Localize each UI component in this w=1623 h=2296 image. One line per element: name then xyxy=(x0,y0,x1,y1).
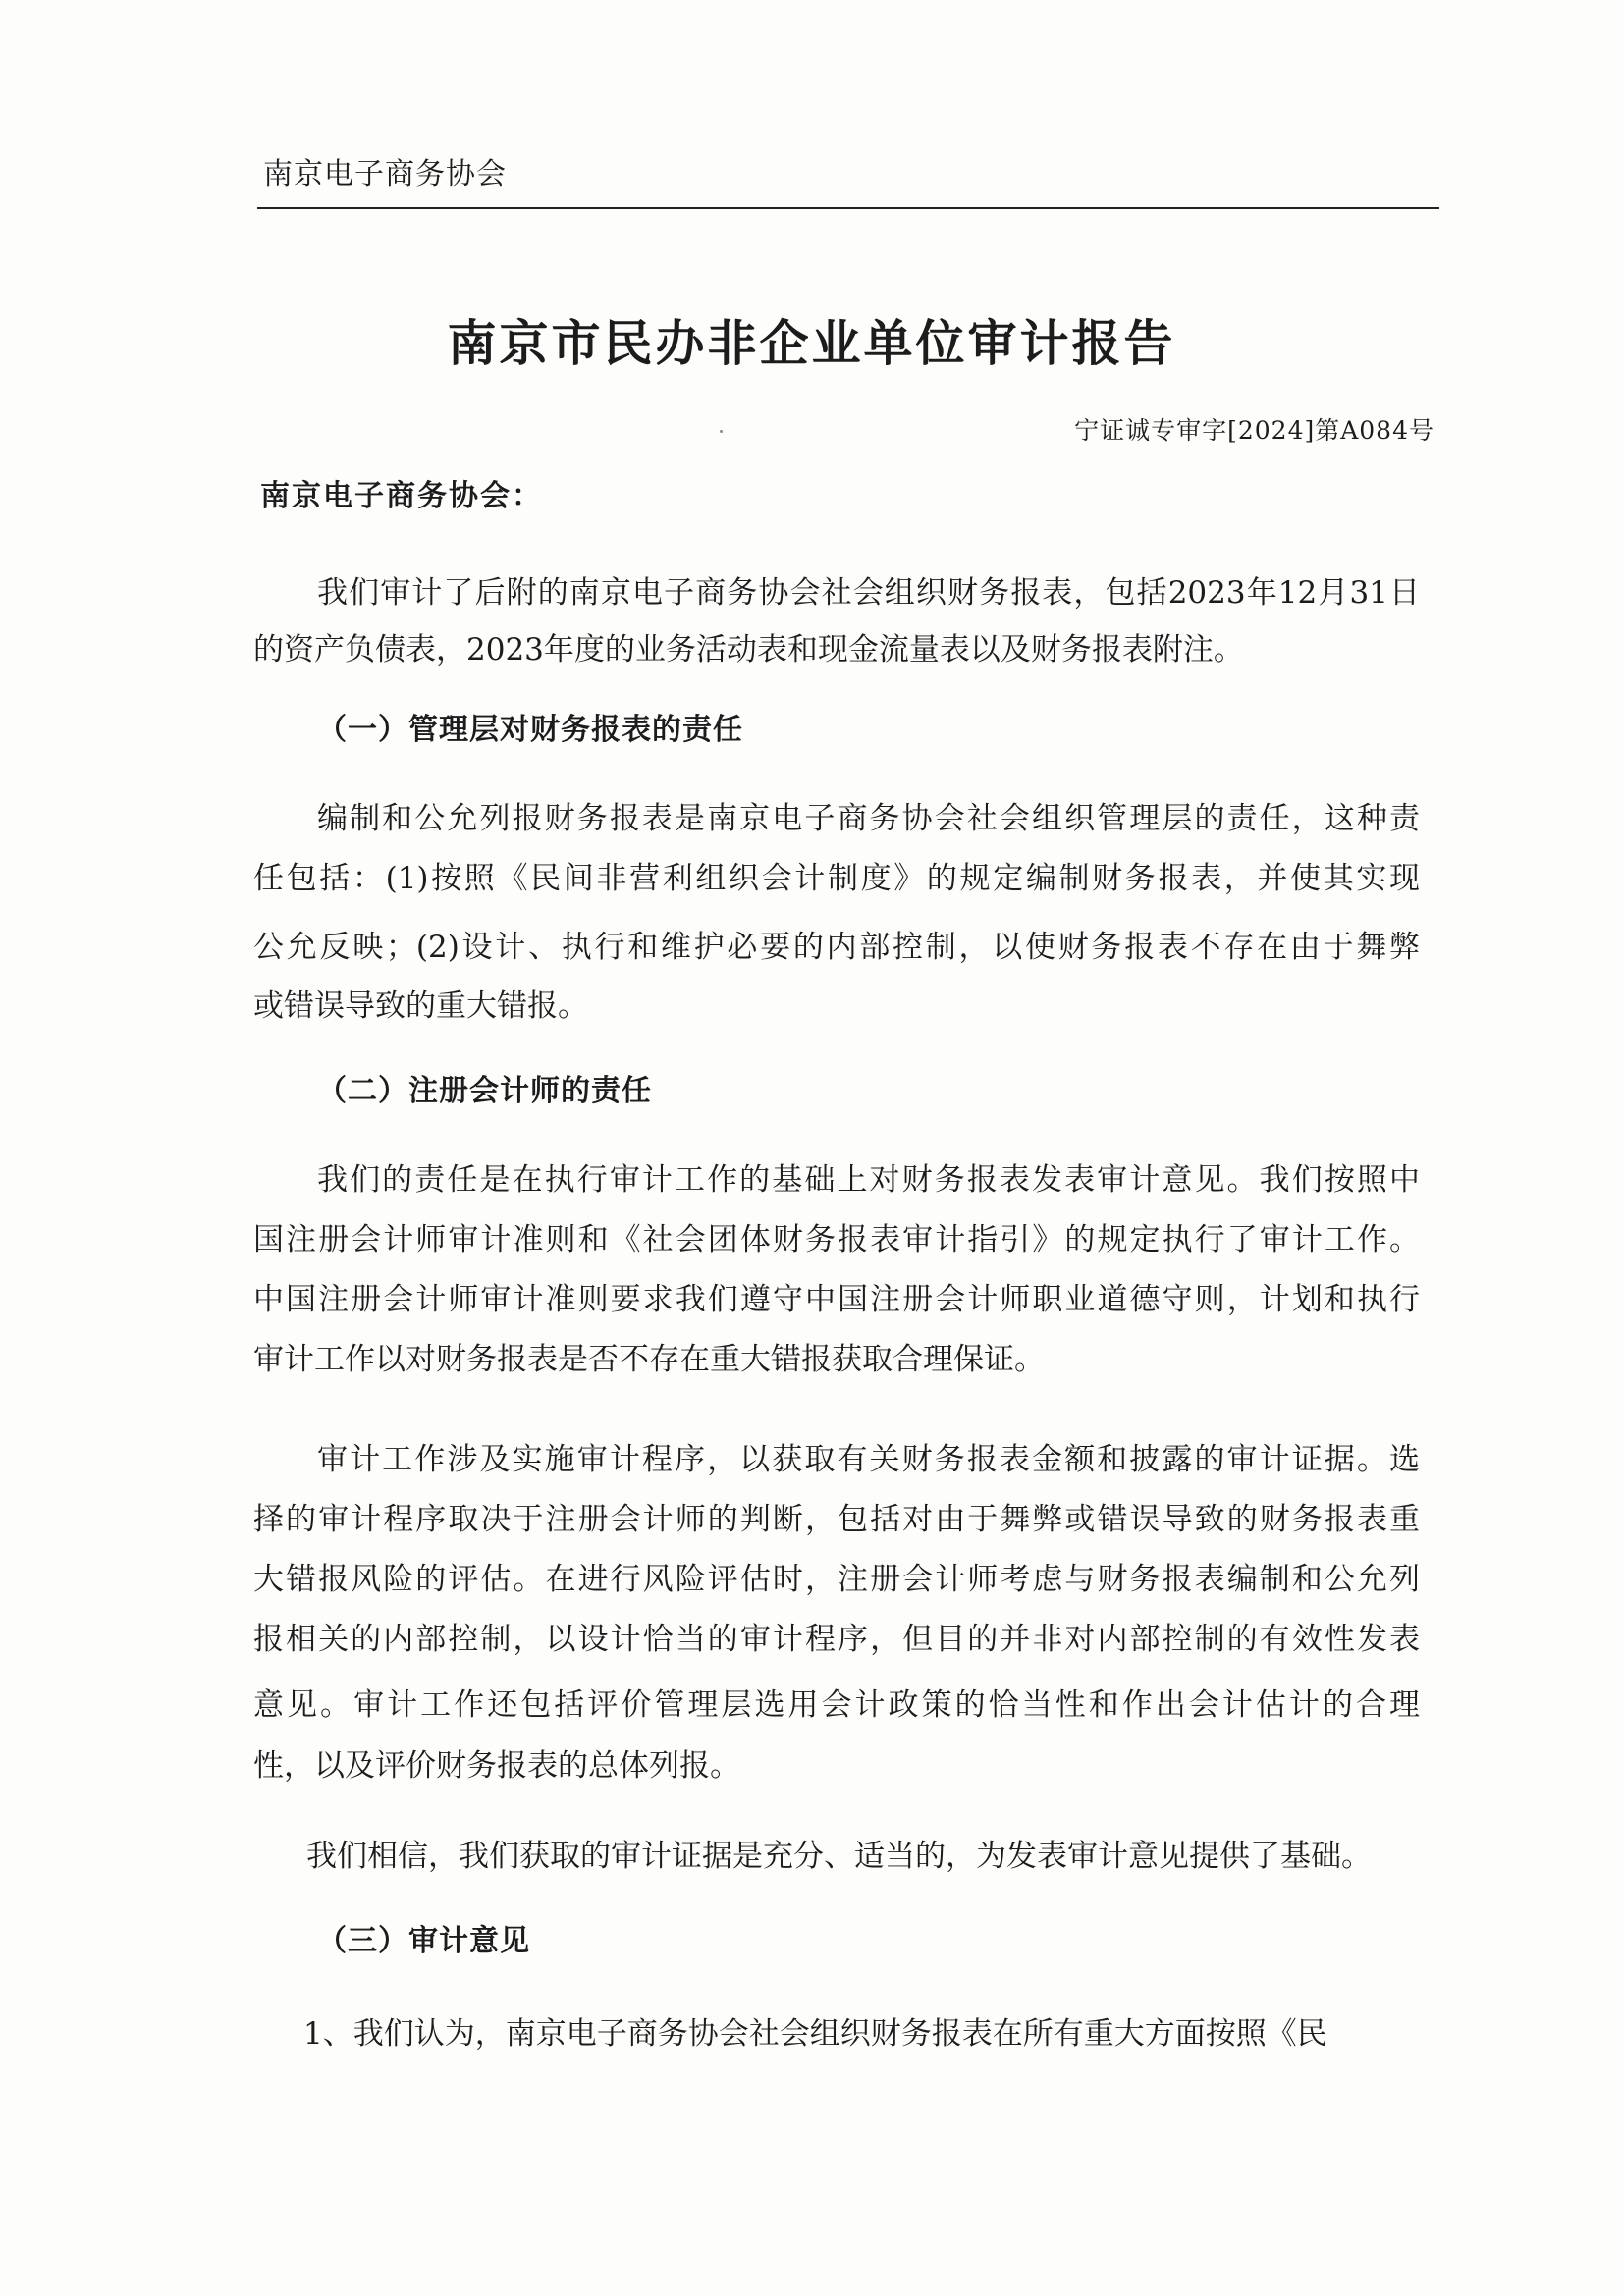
section2-para2-line: 报相关的内部控制，以设计恰当的审计程序，但目的并非对内部控制的有效性发表 xyxy=(253,1622,1420,1657)
header-rule xyxy=(257,207,1439,209)
section-heading-auditor: （二）注册会计师的责任 xyxy=(317,1074,652,1108)
section1-line: 或错误导致的重大错报。 xyxy=(253,988,588,1024)
section2-para2-line: 性，以及评价财务报表的总体列报。 xyxy=(253,1748,740,1784)
section2-para2-line: 大错报风险的评估。在进行风险评估时，注册会计师考虑与财务报表编制和公允列 xyxy=(253,1562,1420,1597)
section2-para1-line: 中国注册会计师审计准则要求我们遵守中国注册会计师职业道德守则，计划和执行 xyxy=(253,1282,1420,1317)
section2-para2-line: 审计工作涉及实施审计程序，以获取有关财务报表金额和披露的审计证据。选 xyxy=(317,1442,1420,1477)
section1-line: 任包括：(1)按照《民间非营利组织会计制度》的规定编制财务报表，并使其实现 xyxy=(253,861,1420,896)
intro-line: 的资产负债表，2023年度的业务活动表和现金流量表以及财务报表附注。 xyxy=(253,632,1244,667)
section2-para1-line: 国注册会计师审计准则和《社会团体财务报表审计指引》的规定执行了审计工作。 xyxy=(253,1222,1420,1257)
section2-para1-line: 审计工作以对财务报表是否不存在重大错报获取合理保证。 xyxy=(253,1342,1045,1377)
document-number: 宁证诚专审字[2024]第A084号 xyxy=(1074,416,1434,445)
section3-line: 1、我们认为，南京电子商务协会社会组织财务报表在所有重大方面按照《民 xyxy=(303,2016,1327,2052)
header-organization: 南京电子商务协会 xyxy=(263,157,507,191)
section1-line: 公允反映；(2)设计、执行和维护必要的内部控制，以使财务报表不存在由于舞弊 xyxy=(253,930,1420,965)
section2-para3-line: 我们相信，我们获取的审计证据是充分、适当的，为发表审计意见提供了基础。 xyxy=(306,1839,1372,1874)
intro-line: 我们审计了后附的南京电子商务协会社会组织财务报表，包括2023年12月31日 xyxy=(317,575,1420,611)
addressee: 南京电子商务协会： xyxy=(260,479,543,513)
report-title: 南京市民办非企业单位审计报告 xyxy=(447,315,1176,372)
section-heading-management: （一）管理层对财务报表的责任 xyxy=(317,713,743,747)
scan-speck xyxy=(720,430,723,433)
section1-line: 编制和公允列报财务报表是南京电子商务协会社会组织管理层的责任，这种责 xyxy=(317,801,1420,836)
section2-para2-line: 择的审计程序取决于注册会计师的判断，包括对由于舞弊或错误导致的财务报表重 xyxy=(253,1502,1420,1537)
section-heading-opinion: （三）审计意见 xyxy=(317,1924,530,1958)
section2-para1-line: 我们的责任是在执行审计工作的基础上对财务报表发表审计意见。我们按照中 xyxy=(317,1162,1420,1198)
section2-para2-line: 意见。审计工作还包括评价管理层选用会计政策的恰当性和作出会计估计的合理 xyxy=(253,1687,1420,1723)
